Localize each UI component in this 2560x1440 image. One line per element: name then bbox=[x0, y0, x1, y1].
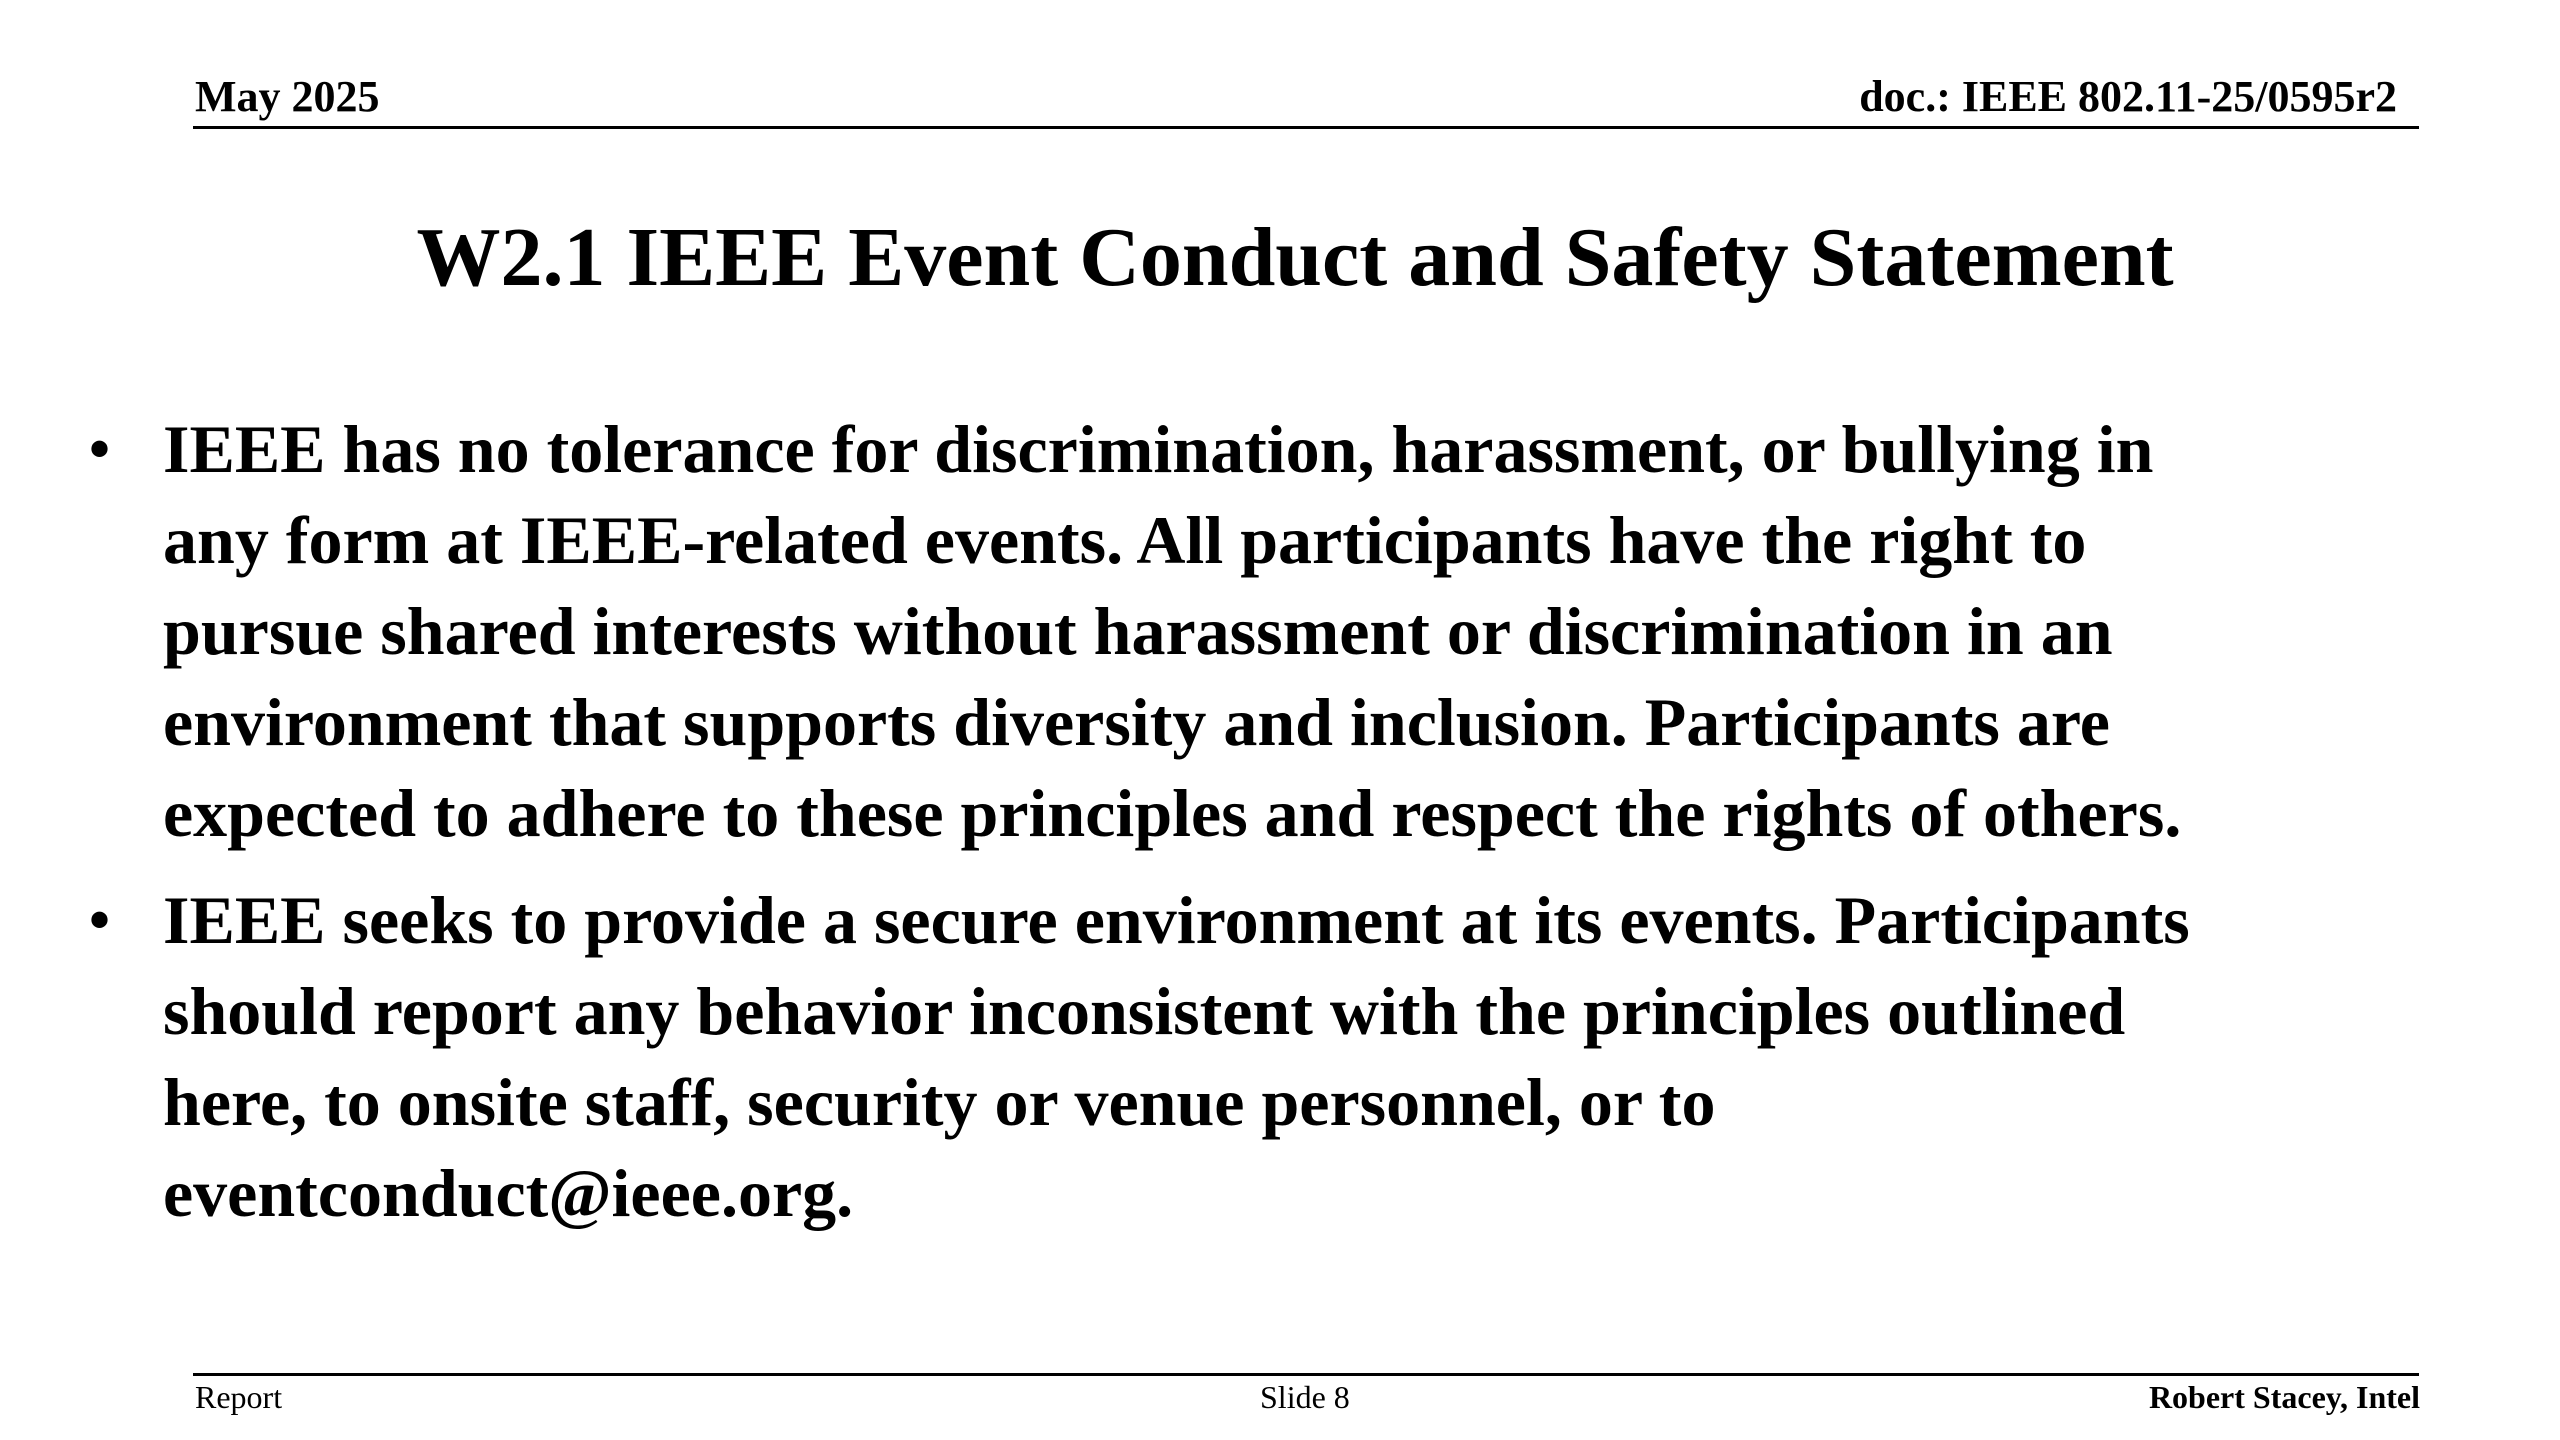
header-divider bbox=[193, 126, 2419, 129]
bullet-item-conduct bbox=[60, 404, 2520, 859]
bullet-list bbox=[60, 404, 2520, 1255]
bullet-dot-icon: • bbox=[89, 887, 111, 953]
footer-slide-number: Slide 8 bbox=[1260, 1379, 1350, 1415]
bullet-line: IEEE seeks to provide a secure environment at its events. Participants bbox=[163, 882, 2190, 958]
header-doc-id: doc.: IEEE 802.11-25/0595r2 bbox=[1859, 72, 2397, 121]
bullet-line: expected to adhere to these principles and respect the rights of others. bbox=[163, 775, 2182, 851]
bullet-dot-icon: • bbox=[89, 416, 111, 482]
footer-report-label: Report bbox=[195, 1379, 283, 1415]
bullet-line: IEEE has no tolerance for discrimination, harassment, or bullying in bbox=[163, 411, 2154, 487]
bullet-line: pursue shared interests without harassment or discrimination in an bbox=[163, 593, 2113, 669]
bullet-line: eventconduct@ieee.org. bbox=[163, 1155, 854, 1231]
bullet-item-safety bbox=[60, 875, 2520, 1239]
header-date: May 2025 bbox=[195, 72, 380, 121]
bullet-line: should report any behavior inconsistent with the principles outlined bbox=[163, 973, 2126, 1049]
slide-title: W2.1 IEEE Event Conduct and Safety Statement bbox=[416, 211, 2174, 304]
bullet-line: any form at IEEE-related events. All participants have the right to bbox=[163, 502, 2087, 578]
bullet-line: environment that supports diversity and inclusion. Participants are bbox=[163, 684, 2110, 760]
bullet-line: here, to onsite staff, security or venue personnel, or to bbox=[163, 1064, 1716, 1140]
footer-divider bbox=[193, 1373, 2419, 1376]
footer-author: Robert Stacey, Intel bbox=[2148, 1379, 2420, 1415]
